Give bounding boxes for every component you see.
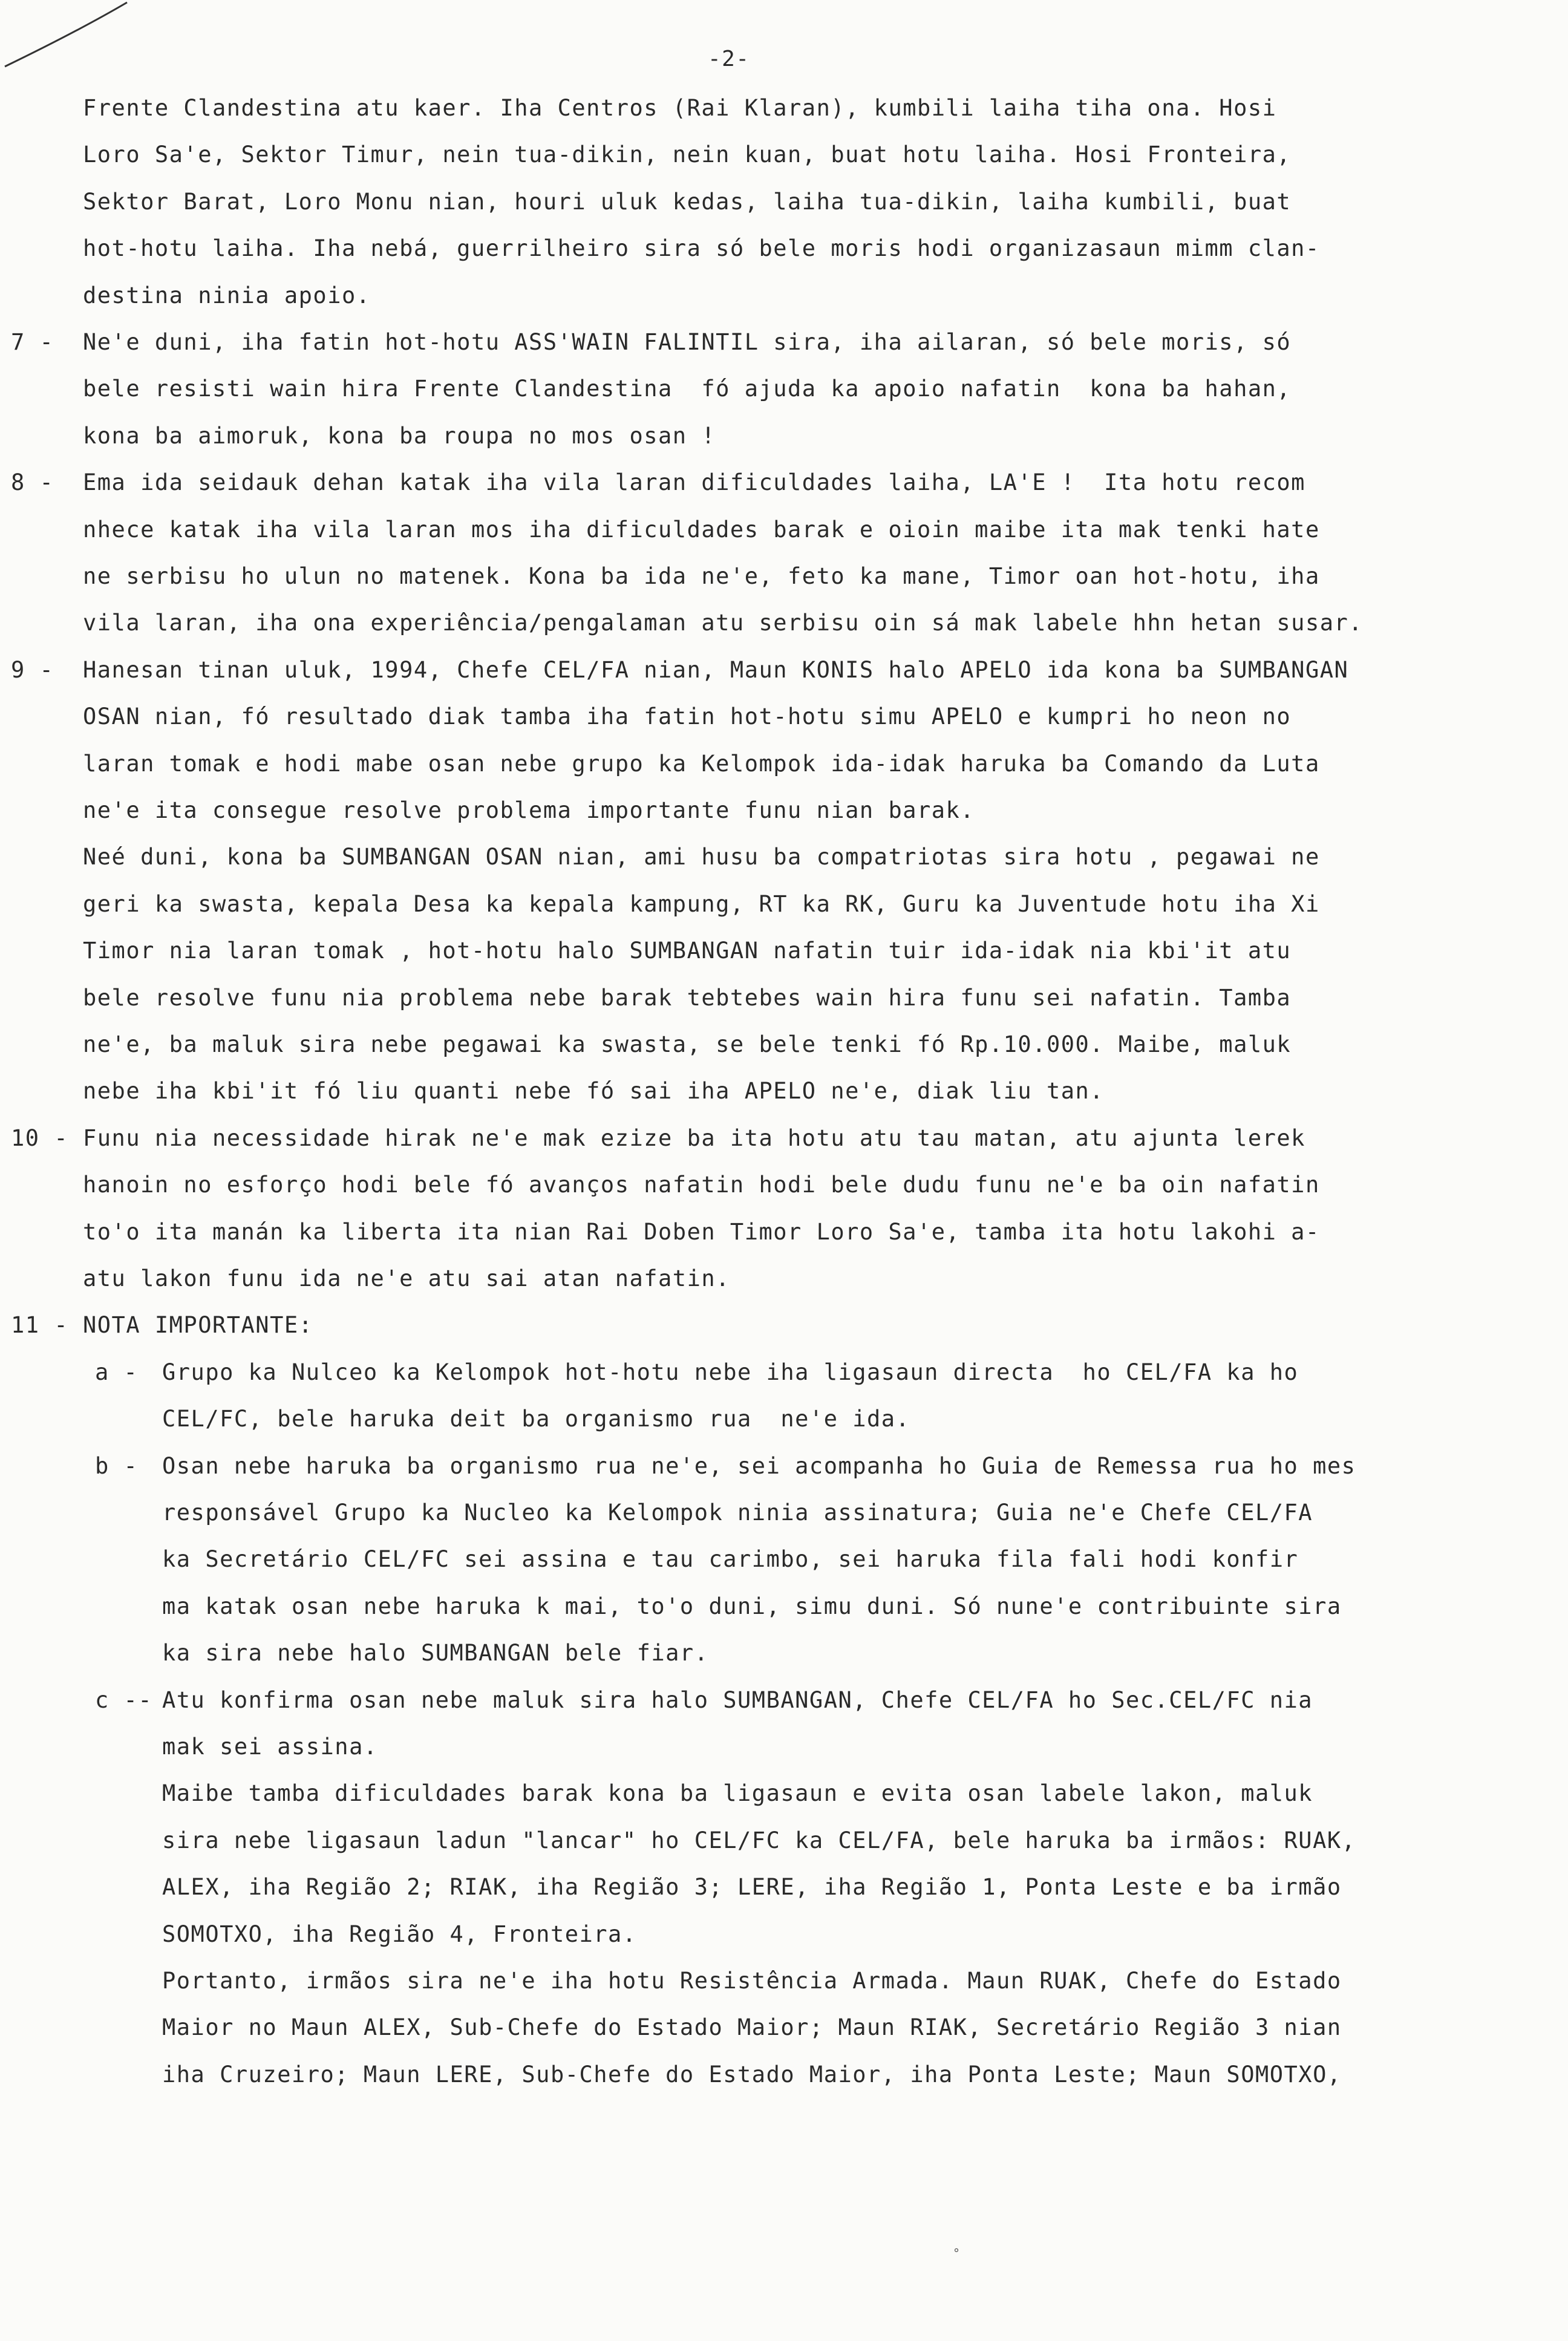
item-text-line: vila laran, iha ona experiência/pengalaman atu serbisu oin sá mak labele hhn hetan susar. — [83, 610, 1364, 636]
item-text-line: hanoin no esforço hodi bele fó avanços nafatin hodi bele dudu funu ne'e ba oin nafatin — [83, 1172, 1320, 1198]
item-text-line: ne'e, ba maluk sira nebe pegawai ka swasta, se bele tenki fó Rp.10.000. Maibe, maluk — [83, 1031, 1292, 1057]
item-text-line: Hanesan tinan uluk, 1994, Chefe CEL/FA nian, Maun KONIS halo APELO ida kona ba SUMBANGAN — [83, 656, 1349, 683]
item-text-line: ne serbisu ho ulun no matenek. Kona ba ida ne'e, feto ka mane, Timor oan hot-hotu, iha — [83, 563, 1320, 589]
item-text-line: Timor nia laran tomak , hot-hotu halo SUMBANGAN nafatin tuir ida-idak nia kbi'it atu — [83, 938, 1292, 964]
note-text-line: ma katak osan nebe haruka k mai, to'o duni, simu duni. Só nune'e contribuinte sira — [162, 1593, 1342, 1619]
note-text-line: iha Cruzeiro; Maun LERE, Sub-Chefe do Estado Maior, iha Ponta Leste; Maun SOMOTXO, — [162, 2061, 1342, 2088]
item-number: 10 - — [11, 1125, 69, 1151]
note-text-line: Grupo ka Nulceo ka Kelompok hot-hotu nebe iha ligasaun directa ho CEL/FA ka ho — [162, 1359, 1299, 1385]
item-text-line: nebe iha kbi'it fó liu quanti nebe fó sai iha APELO ne'e, diak liu tan. — [83, 1078, 1105, 1105]
item-text-line: kona ba aimoruk, kona ba roupa no mos osan ! — [83, 422, 716, 449]
pen-stroke-mark — [0, 0, 157, 73]
note-text-line: mak sei assina. — [162, 1734, 378, 1760]
note-text-line: Portanto, irmãos sira ne'e iha hotu Resistência Armada. Maun RUAK, Chefe do Estado — [162, 1968, 1342, 1994]
item-text-line: Neé duni, kona ba SUMBANGAN OSAN nian, ami husu ba compatriotas sira hotu , pegawai ne — [83, 844, 1320, 870]
note-letter: a - — [95, 1359, 139, 1385]
item-number: 11 - — [11, 1312, 69, 1339]
paragraph-line: Frente Clandestina atu kaer. Iha Centros (Rai Klaran), kumbili laiha tiha ona. Hosi — [83, 95, 1277, 121]
note-text-line: responsável Grupo ka Nucleo ka Kelompok ninia assinatura; Guia ne'e Chefe CEL/FA — [162, 1500, 1313, 1526]
note-letter: c -- — [95, 1686, 153, 1713]
item-text-line: NOTA IMPORTANTE: — [83, 1312, 313, 1339]
item-number: 7 - — [11, 329, 54, 355]
note-text-line: Maibe tamba dificuldades barak kona ba ligasaun e evita osan labele lakon, maluk — [162, 1780, 1313, 1807]
item-text-line: atu lakon funu ida ne'e atu sai atan nafatin. — [83, 1265, 730, 1291]
item-text-line: nhece katak iha vila laran mos iha dificuldades barak e oioin maibe ita mak tenki hate — [83, 516, 1320, 543]
paragraph-line: destina ninia apoio. — [83, 282, 371, 309]
note-text-line: sira nebe ligasaun ladun "lancar" ho CEL/FC ka CEL/FA, bele haruka ba irmãos: RUAK, — [162, 1827, 1356, 1853]
paragraph-line: hot-hotu laiha. Iha nebá, guerrilheiro sira só bele moris hodi organizasaun mimm clan- — [83, 235, 1320, 262]
item-text-line: OSAN nian, fó resultado diak tamba iha fatin hot-hotu simu APELO e kumpri ho neon no — [83, 704, 1292, 730]
note-text-line: ka Secretário CEL/FC sei assina e tau carimbo, sei haruka fila fali hodi konfir — [162, 1546, 1299, 1573]
note-letter: b - — [95, 1452, 139, 1479]
note-text-line: ALEX, iha Região 2; RIAK, iha Região 3; LERE, iha Região 1, Ponta Leste e ba irmão — [162, 1874, 1342, 1901]
page-number: -2- — [708, 47, 750, 71]
note-text-line: SOMOTXO, iha Região 4, Fronteira. — [162, 1921, 637, 1947]
stray-mark: ° — [953, 2246, 961, 2261]
paragraph-line: Loro Sa'e, Sektor Timur, nein tua-dikin, nein kuan, buat hotu laiha. Hosi Fronteira, — [83, 142, 1292, 168]
item-text-line: Ema ida seidauk dehan katak iha vila laran dificuldades laiha, LA'E ! Ita hotu recom — [83, 469, 1305, 496]
note-text-line: CEL/FC, bele haruka deit ba organismo rua ne'e ida. — [162, 1406, 910, 1432]
note-text-line: Atu konfirma osan nebe maluk sira halo SUMBANGAN, Chefe CEL/FA ho Sec.CEL/FC nia — [162, 1686, 1313, 1713]
item-text-line: ne'e ita consegue resolve problema importante funu nian barak. — [83, 797, 975, 823]
note-text-line: ka sira nebe halo SUMBANGAN bele fiar. — [162, 1640, 709, 1667]
item-text-line: geri ka swasta, kepala Desa ka kepala kampung, RT ka RK, Guru ka Juventude hotu iha Xi — [83, 890, 1320, 917]
item-text-line: to'o ita manán ka liberta ita nian Rai Doben Timor Loro Sa'e, tamba ita hotu lakohi a- — [83, 1218, 1320, 1245]
note-text-line: Osan nebe haruka ba organismo rua ne'e, sei acompanha ho Guia de Remessa rua ho mes — [162, 1452, 1356, 1479]
item-text-line: bele resolve funu nia problema nebe barak tebtebes wain hira funu sei nafatin. Tamba — [83, 984, 1292, 1011]
item-text-line: laran tomak e hodi mabe osan nebe grupo ka Kelompok ida-idak haruka ba Comando da Luta — [83, 750, 1320, 777]
item-number: 9 - — [11, 656, 54, 683]
item-text-line: Ne'e duni, iha fatin hot-hotu ASS'WAIN FALINTIL sira, iha ailaran, só bele moris, só — [83, 329, 1292, 355]
note-text-line: Maior no Maun ALEX, Sub-Chefe do Estado Maior; Maun RIAK, Secretário Região 3 nian — [162, 2014, 1342, 2041]
item-text-line: Funu nia necessidade hirak ne'e mak ezize ba ita hotu atu tau matan, atu ajunta lerek — [83, 1125, 1305, 1151]
paragraph-line: Sektor Barat, Loro Monu nian, houri uluk kedas, laiha tua-dikin, laiha kumbili, buat — [83, 188, 1292, 215]
item-number: 8 - — [11, 469, 54, 496]
item-text-line: bele resisti wain hira Frente Clandestina fó ajuda ka apoio nafatin kona ba hahan, — [83, 376, 1292, 402]
